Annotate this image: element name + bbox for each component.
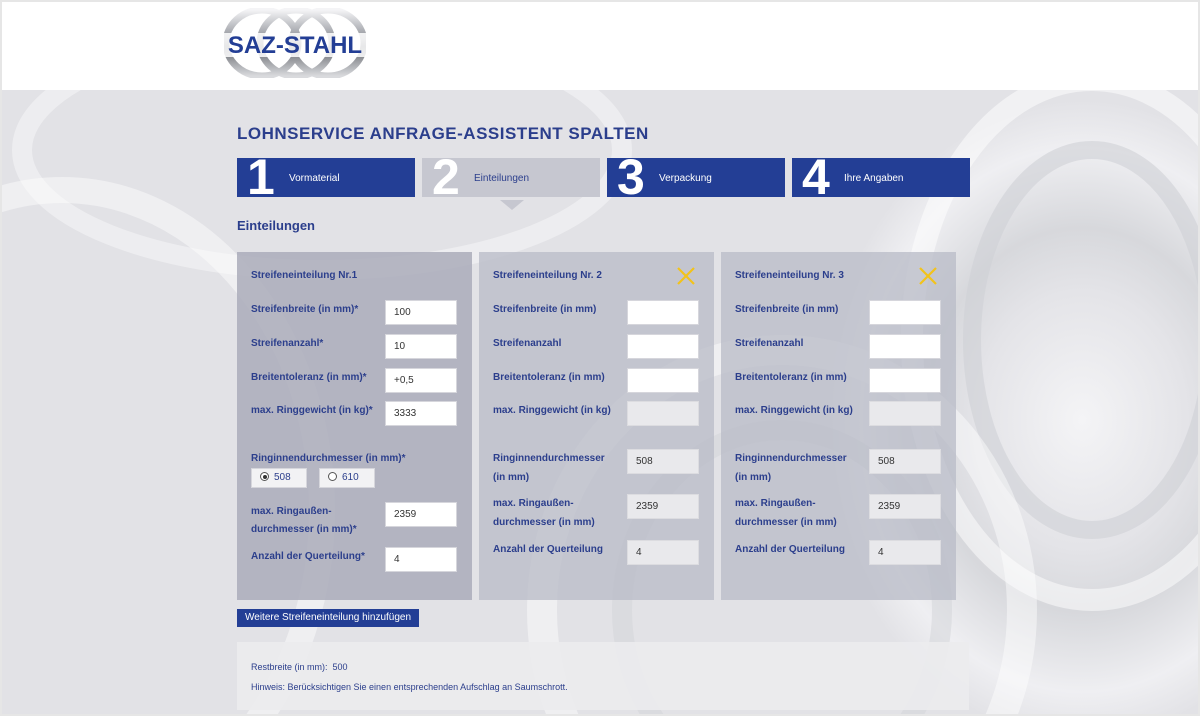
card-title: Streifeneinteilung Nr. 3 [735,270,844,281]
active-step-indicator [500,200,524,210]
radio-label: 508 [274,472,291,483]
field-label: max. Ringgewicht (in kg)* [251,405,373,416]
logo-graphic [224,8,366,78]
step-number: 3 [617,158,645,197]
field-label: Breitentoleranz (in mm)* [251,372,367,383]
hint-text: Hinweis: Berücksichtigen Sie einen entsprechenden Aufschlag an Saumschrott. [251,682,568,692]
width-tolerance-input[interactable] [869,368,941,393]
step-4-ihre-angaben[interactable] [792,158,970,197]
field-label: Streifenanzahl [493,338,562,349]
field-label: (in mm) [735,472,772,483]
field-label: max. Ringaußen- [493,498,574,509]
step-label: Ihre Angaben [844,173,904,184]
step-number: 4 [802,158,830,197]
field-label: Breitentoleranz (in mm) [493,372,605,383]
field-label: (in mm) [493,472,530,483]
field-label: Streifenanzahl* [251,338,324,349]
info-panel [237,642,969,710]
field-label: Streifenbreite (in mm)* [251,304,359,315]
saz-stahl-logo[interactable] [224,8,366,78]
max-outer-diameter-input[interactable]: 2359 [385,502,457,527]
field-label: max. Ringaußen- [251,506,332,517]
section-title: Einteilungen [237,218,315,233]
strip-count-input[interactable] [627,334,699,359]
field-label: Breitentoleranz (in mm) [735,372,847,383]
step-label: Verpackung [659,173,712,184]
max-ring-weight-input[interactable]: 3333 [385,401,457,426]
max-ring-weight-input[interactable] [627,401,699,426]
strip-width-input[interactable]: 100 [385,300,457,325]
card-title: Streifeneinteilung Nr. 2 [493,270,602,281]
inner-diameter-field[interactable]: 508 [869,449,941,474]
field-label: max. Ringgewicht (in kg) [493,405,611,416]
strip-division-card-1 [237,252,472,600]
strip-count-input[interactable] [869,334,941,359]
step-2-einteilungen[interactable] [422,158,600,197]
radio-checked-icon [260,472,269,481]
remaining-width-label: Restbreite (in mm): [251,662,328,672]
field-label: durchmesser (in mm)* [251,524,357,535]
field-label: Ringinnendurchmesser [493,453,605,464]
field-label: Anzahl der Querteilung [493,544,604,555]
cross-division-input[interactable]: 4 [385,547,457,572]
step-3-verpackung[interactable] [607,158,785,197]
field-label: Streifenbreite (in mm) [493,304,597,315]
strip-count-input[interactable]: 10 [385,334,457,359]
cross-division-field[interactable]: 4 [627,540,699,565]
close-icon[interactable] [676,266,696,286]
remaining-width-value: 500 [332,662,348,672]
field-label: durchmesser (in mm) [493,517,595,528]
field-label: Streifenbreite (in mm) [735,304,839,315]
strip-division-card-2 [479,252,714,600]
inner-diameter-field[interactable]: 508 [627,449,699,474]
card-title: Streifeneinteilung Nr.1 [251,270,358,281]
step-number: 2 [432,158,460,197]
strip-width-input[interactable] [869,300,941,325]
strip-division-card-3 [721,252,956,600]
logo-text: SAZ-STAHL [227,32,363,59]
step-1-vormaterial[interactable] [237,158,415,197]
field-label: max. Ringaußen- [735,498,816,509]
field-label: Streifenanzahl [735,338,804,349]
max-ring-weight-input[interactable] [869,401,941,426]
add-strip-division-button[interactable]: Weitere Streifeneinteilung hinzufügen [237,609,419,627]
field-label: max. Ringgewicht (in kg) [735,405,853,416]
width-tolerance-input[interactable] [627,368,699,393]
field-label: durchmesser (in mm) [735,517,837,528]
step-label: Einteilungen [474,173,530,184]
step-number: 1 [247,158,275,197]
close-icon[interactable] [918,266,938,286]
radio-unchecked-icon [328,472,337,481]
cross-division-field[interactable]: 4 [869,540,941,565]
remaining-width-row [251,662,348,672]
strip-width-input[interactable] [627,300,699,325]
width-tolerance-input[interactable]: +0,5 [385,368,457,393]
step-label: Vormaterial [289,173,340,184]
radio-508[interactable] [251,468,307,488]
field-label: Anzahl der Querteilung* [251,551,365,562]
radio-610[interactable] [319,468,375,488]
field-label: Anzahl der Querteilung [735,544,846,555]
header [2,2,1200,90]
page-title: LOHNSERVICE ANFRAGE-ASSISTENT SPALTEN [237,124,649,143]
max-outer-diameter-field[interactable]: 2359 [627,494,699,519]
field-label: Ringinnendurchmesser [735,453,847,464]
max-outer-diameter-field[interactable]: 2359 [869,494,941,519]
radio-label: 610 [342,472,359,483]
field-label: Ringinnendurchmesser (in mm)* [251,453,406,464]
